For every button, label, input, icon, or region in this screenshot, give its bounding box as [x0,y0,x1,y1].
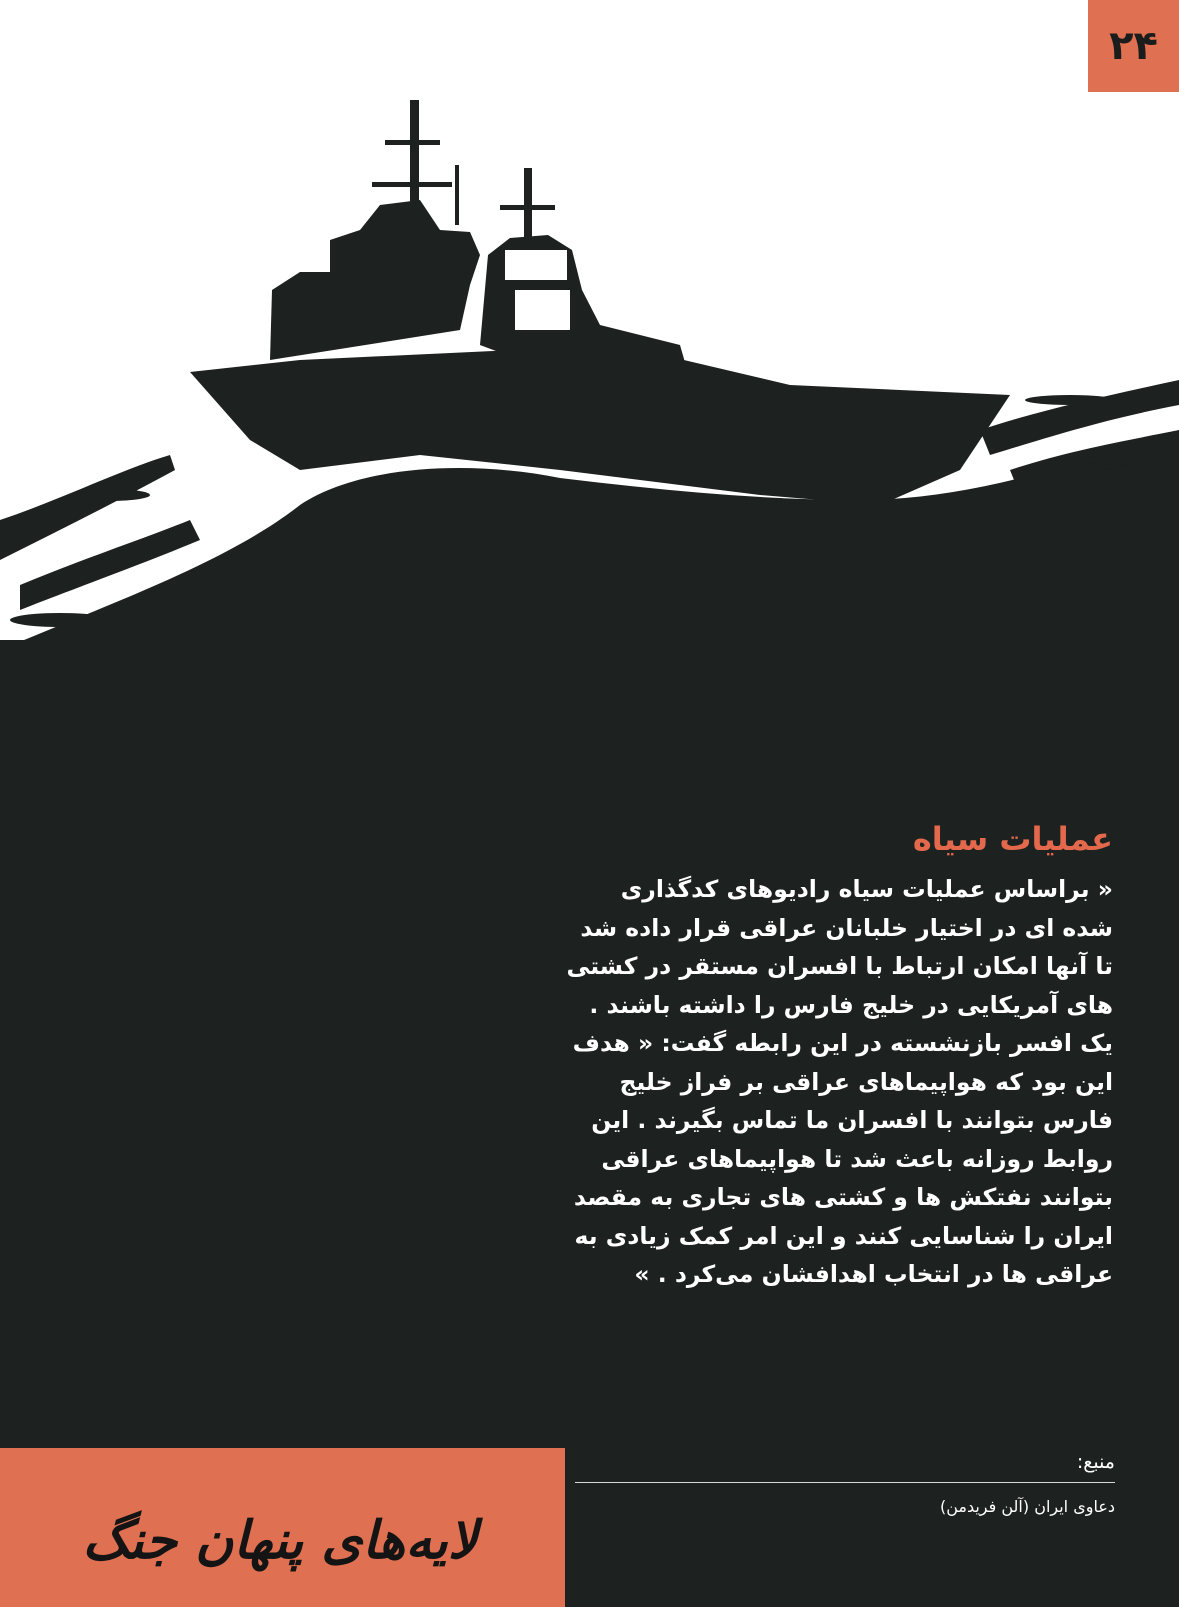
source-block [575,1448,1115,1519]
article-line: عراقی ها در انتخاب اهدافشان می‌کرد . » [634,1260,1113,1288]
article [555,818,1113,1294]
article-line: یک افسر بازنشسته در این رابطه گفت: « هدف [572,1029,1113,1057]
book-title-panel [0,1448,565,1607]
source-text: دعاوی ایران (آلن فریدمن) [939,1497,1115,1516]
article-line: بتوانند نفتکش ها و کشتی های تجاری به مقصد [573,1183,1113,1211]
article-line: این بود که هواپیماهای عراقی بر فراز خلیج [619,1067,1113,1096]
article-line: « براساس عملیات سیاه رادیوهای کدگذاری [620,875,1113,903]
source-divider [575,1482,1115,1483]
article-line: تا آنها امکان ارتباط با افسران مستقر در کشتی [566,952,1113,980]
page-number: ۲۴ [1088,0,1179,92]
article-line: فارس بتوانند با افسران ما تماس بگیرند . این [591,1106,1113,1134]
article-line: شده ای در اختیار خلبانان عراقی قرار داده شد [580,913,1113,942]
article-line: ایران را شناسایی کنند و این امر کمک زیادی به [574,1221,1113,1250]
article-title: عملیات سیاه [912,820,1113,858]
article-body [555,870,1113,1294]
article-line: روابط روزانه باعث شد تا هواپیماهای عراقی [601,1144,1113,1173]
book-title-logo: لایه‌های پنهان جنگ [82,1510,478,1571]
source-label: منبع: [1076,1451,1115,1473]
article-line: های آمریکایی در خلیج فارس را داشته باشند . [589,990,1113,1019]
